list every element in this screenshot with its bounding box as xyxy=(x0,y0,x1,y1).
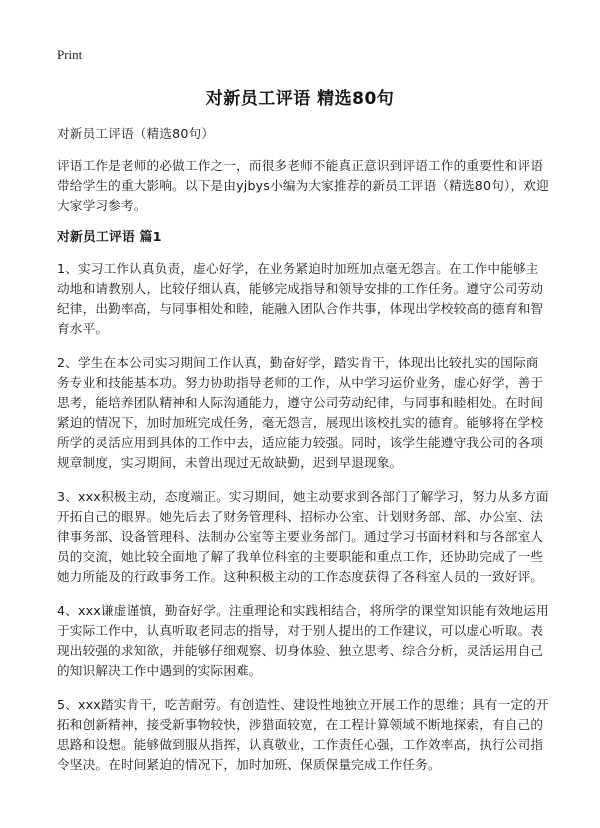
document-subtitle: 对新员工评语（精选80句） xyxy=(57,126,215,141)
section-heading: 对新员工评语 篇1 xyxy=(57,230,162,245)
comment-paragraph-3: 3、xxx积极主动，态度端正。实习期间，她主动要求到各部门了解学习，努力从多方面开拓自己的眼界。她先后去了财务管理科、招标办公室、计划财务部、部、办公室、法律事务部、设备管理科、法制办公室等主要业务部门。通过学习书面材料和与各部室人员的交流，她比较全面地了解了我单位科室的主要职能和重点工作，还协助完成了一些她力所能及的行政事务工作。这种积极主动的工作态度获得了各科室人员的一致好评。 xyxy=(57,489,549,584)
intro-paragraph: 评语工作是老师的必做工作之一，而很多老师不能真正意识到评语工作的重要性和评语带给学生的重大影响。以下是由yjbys小编为大家推荐的新员工评语（精选80句），欢迎大家学习参考。 xyxy=(57,158,549,213)
comment-paragraph-4: 4、xxx谦虚谨慎，勤奋好学。注重理论和实践相结合，将所学的课堂知识能有效地运用于实际工作中，认真听取老同志的指导，对于别人提出的工作建议，可以虚心听取。表现出较强的求知欲，并能够仔细观察、切身体验、独立思考、综合分析，灵活运用自己的知识解决工作中遇到的实际困难。 xyxy=(57,603,549,678)
print-link[interactable]: Print xyxy=(57,47,83,62)
document-title: 对新员工评语 精选80句 xyxy=(205,89,395,109)
comment-paragraph-5: 5、xxx踏实肯干，吃苦耐劳。有创造性、建设性地独立开展工作的思维；具有一定的开拓和创新精神，接受新事物较快，涉猎面较宽，在工程计算领域不断地探索，有自己的思路和设想。能够做到服从指挥，认真敬业，工作责任心强，工作效率高，执行公司指令坚决。在时间紧迫的情况下，加时加班、保质保量完成工作任务。 xyxy=(57,697,549,772)
comment-paragraph-2: 2、学生在本公司实习期间工作认真，勤奋好学，踏实肯干，体现出比较扎实的国际商务专业和技能基本功。努力协助指导老师的工作，从中学习运价业务，虚心好学，善于思考，能培养团队精神和人际沟通能力，遵守公司劳动纪律，与同事和睦相处。在时间紧迫的情况下，加时加班完成任务，毫无怨言，展现出该校扎实的德育。能够将在学校所学的灵活应用到具体的工作中去，适应能力较强。同时，该学生能遵守我公司的各项规章制度，实习期间，未曾出现过无故缺勤，迟到早退现象。 xyxy=(57,355,544,470)
document-body xyxy=(57,124,550,789)
comment-paragraph-1: 1、实习工作认真负责，虚心好学，在业务紧迫时加班加点毫无怨言。在工作中能够主动地和请教别人，比较仔细认真，能够完成指导和领导安排的工作任务。遵守公司劳动纪律，出勤率高，与同事相处和睦，能融入团队合作共事，体现出学校较高的德育和智育水平。 xyxy=(57,261,544,336)
